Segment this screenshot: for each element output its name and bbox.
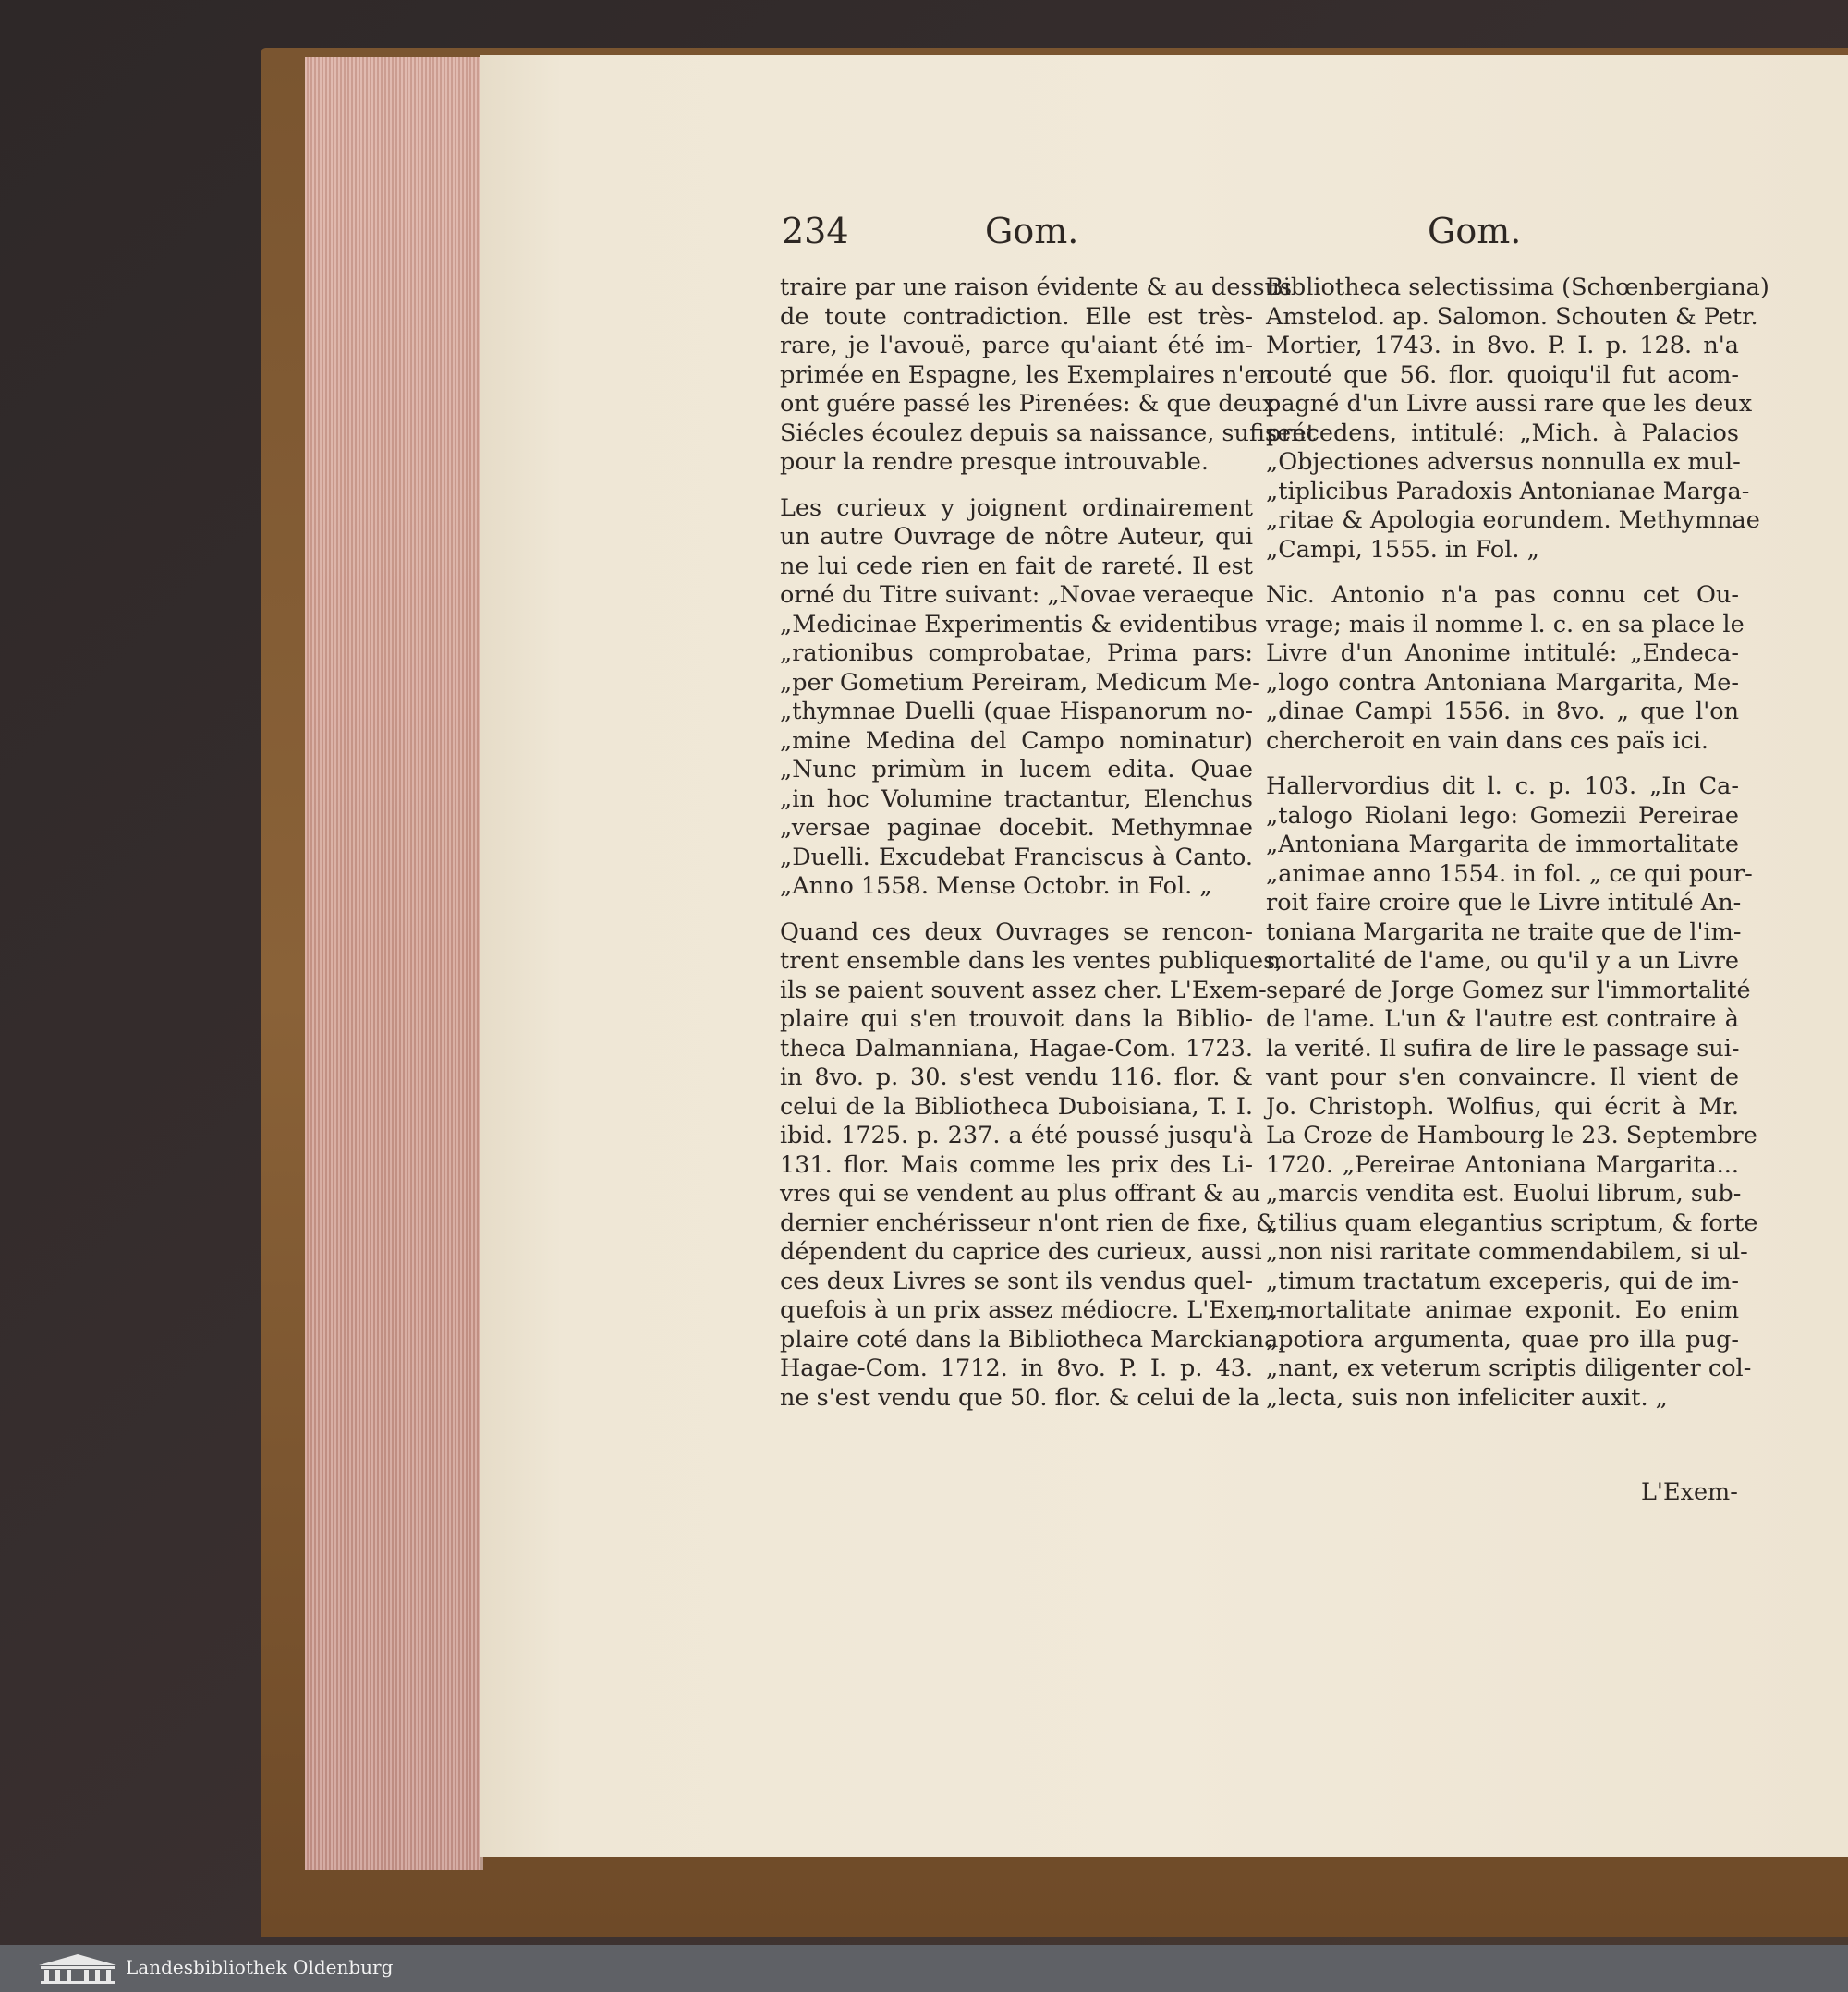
text-line: Quand ces deux Ouvrages se rencon-	[780, 917, 1253, 946]
page-edges	[305, 57, 483, 1870]
text-line: roit faire croire que le Livre intitulé An-	[1266, 889, 1742, 917]
text-line: vrage; mais il nomme l. c. en sa place le	[1266, 610, 1745, 638]
text-line: pour la rendre presque introuvable.	[780, 448, 1209, 476]
text-line: ne lui cede rien en fait de rareté. Il est	[780, 552, 1253, 580]
text-line: „dinae Campi 1556. in 8vo. „ que l'on	[1266, 698, 1739, 725]
text-line: „rationibus comprobatae, Prima pars:	[780, 639, 1253, 667]
text-line: Hallervordius dit l. c. p. 103. „In Ca-	[1266, 772, 1739, 800]
text-line: „thymnae Duelli (quae Hispanorum no-	[780, 698, 1253, 725]
text-line: rare, je l'avouë, parce qu'aiant été im-	[780, 332, 1253, 359]
text-line: Livre d'un Anonime intitulé: „Endeca-	[1266, 639, 1739, 667]
text-line: „in hoc Volumine tractantur, Elenchus	[780, 784, 1253, 813]
text-line: toniana Margarita ne traite que de l'im-	[1266, 917, 1742, 946]
text-line: mortalité de l'ame, ou qu'il y a un Livre	[1266, 947, 1739, 975]
text-line: „Campi, 1555. in Fol. „	[1266, 535, 1539, 564]
text-line: in 8vo. p. 30. s'est vendu 116. flor. &	[780, 1063, 1253, 1091]
text-line: „tilius quam elegantius scriptum, & forte	[1266, 1209, 1758, 1237]
text-line: quefois à un prix assez médiocre. L'Exem-	[780, 1296, 1284, 1324]
footer-bar	[0, 1945, 1848, 1992]
text-line: „Anno 1558. Mense Octobr. in Fol. „	[780, 872, 1212, 900]
paragraph	[1266, 581, 1745, 756]
text-line: Amstelod. ap. Salomon. Schouten & Petr.	[1266, 302, 1758, 331]
left-column	[780, 273, 1316, 1413]
text-line: la verité. Il sufira de lire le passage sui-	[1266, 1034, 1740, 1063]
catchword: L'Exem-	[1641, 1478, 1738, 1506]
text-line: dernier enchérisseur n'ont rien de fixe, &	[780, 1209, 1277, 1237]
text-line: „versae paginae docebit. Methymnae	[780, 814, 1253, 842]
text-line: „logo contra Antoniana Margarita, Me-	[1266, 668, 1739, 697]
text-line: „non nisi raritate commendabilem, si ul-	[1266, 1238, 1748, 1266]
text-line: „lecta, suis non infeliciter auxit. „	[1266, 1383, 1668, 1412]
text-line: Siécles écoulez depuis sa naissance, sufisent	[780, 419, 1316, 447]
text-line: theca Dalmanniana, Hagae-Com. 1723.	[780, 1034, 1253, 1063]
running-head-right: Gom.	[1428, 211, 1522, 251]
page-number: 234	[782, 211, 849, 251]
text-line: Mortier, 1743. in 8vo. P. I. p. 128. n'a	[1266, 332, 1739, 359]
paragraph	[1266, 273, 1769, 565]
text-line: Les curieux y joignent ordinairement	[780, 493, 1253, 522]
text-line: trent ensemble dans les ventes publiques,	[780, 947, 1283, 975]
text-line: „animae anno 1554. in fol. „ ce qui pour-	[1266, 859, 1753, 888]
text-line: Bibliotheca selectissima (Schœnbergiana)	[1266, 273, 1769, 301]
text-line: „timum tractatum exceperis, qui de im-	[1266, 1267, 1739, 1295]
text-line: ne s'est vendu que 50. flor. & celui de la	[780, 1383, 1260, 1412]
text-line: plaire qui s'en trouvoit dans la Biblio-	[780, 1005, 1253, 1033]
text-line: primée en Espagne, les Exemplaires n'en	[780, 360, 1273, 389]
text-line: „Nunc primùm in lucem edita. Quae	[780, 756, 1253, 783]
text-line: „Antoniana Margarita de immortalitate	[1266, 831, 1739, 858]
right-column	[1266, 273, 1769, 1413]
text-line: „nant, ex veterum scriptis diligenter col-	[1266, 1354, 1752, 1382]
text-line: ont guére passé les Pirenées: & que deux	[780, 390, 1276, 418]
text-line: chercheroit en vain dans ces païs ici.	[1266, 726, 1709, 755]
text-line: „Duelli. Excudebat Franciscus à Canto.	[780, 843, 1253, 871]
text-line: de l'ame. L'un & l'autre est contraire à	[1266, 1005, 1739, 1033]
text-line: précedens, intitulé: „Mich. à Palacios	[1266, 419, 1739, 447]
library-name: Landesbibliothek Oldenburg	[126, 1956, 394, 1978]
text-line: „Medicinae Experimentis & evidentibus	[780, 610, 1258, 638]
text-line: traire par une raison évidente & au dessus	[780, 273, 1293, 301]
text-line: orné du Titre suivant: „Novae veraeque	[780, 581, 1254, 609]
text-line: celui de la Bibliotheca Duboisiana, T. I.	[780, 1092, 1253, 1121]
text-line: couté que 56. flor. quoiqu'il fut acom-	[1266, 360, 1739, 389]
text-line: dépendent du caprice des curieux, aussi	[780, 1238, 1262, 1266]
text-line: „tiplicibus Paradoxis Antonianae Marga-	[1266, 477, 1750, 505]
text-line: vres qui se vendent au plus offrant & au	[780, 1180, 1261, 1208]
text-line: pagné d'un Livre aussi rare que les deux	[1266, 390, 1753, 418]
text-line: Nic. Antonio n'a pas connu cet Ou-	[1266, 581, 1739, 609]
text-line: vant pour s'en convaincre. Il vient de	[1266, 1063, 1739, 1091]
text-line: de toute contradiction. Elle est très-	[780, 302, 1253, 331]
text-line: La Croze de Hambourg le 23. Septembre	[1266, 1122, 1757, 1149]
text-line: 1720. „Pereirae Antoniana Margarita...	[1266, 1150, 1739, 1179]
paragraph	[780, 917, 1286, 1414]
text-line: „mortalitate animae exponit. Eo enim	[1266, 1296, 1739, 1324]
text-line: ces deux Livres se sont ils vendus quel-	[780, 1267, 1253, 1295]
text-line: ils se paient souvent assez cher. L'Exem-	[780, 976, 1267, 1004]
text-line: 131. flor. Mais comme les prix des Li-	[780, 1150, 1253, 1179]
paragraph	[780, 493, 1260, 902]
running-head-left: Gom.	[985, 211, 1079, 251]
text-line: ibid. 1725. p. 237. a été poussé jusqu'à	[780, 1122, 1253, 1149]
paragraph	[1266, 772, 1758, 1413]
text-line: „mine Medina del Campo nominatur)	[780, 726, 1253, 755]
text-line: „talogo Riolani lego: Gomezii Pereirae	[1266, 801, 1739, 830]
library-building-icon	[37, 1952, 118, 1984]
text-line: Hagae-Com. 1712. in 8vo. P. I. p. 43.	[780, 1354, 1253, 1382]
paragraph	[780, 273, 1316, 478]
text-line: plaire coté dans la Bibliotheca Marckiana,	[780, 1325, 1286, 1354]
text-line: „ritae & Apologia eorundem. Methymnae	[1266, 506, 1760, 534]
text-line: Jo. Christoph. Wolfius, qui écrit à Mr.	[1266, 1092, 1739, 1121]
text-line: separé de Jorge Gomez sur l'immortalité	[1266, 976, 1751, 1004]
text-line: „marcis vendita est. Euolui librum, sub-	[1266, 1180, 1742, 1208]
text-line: „potiora argumenta, quae pro illa pug-	[1266, 1325, 1739, 1354]
text-line: „per Gometium Pereiram, Medicum Me-	[780, 668, 1260, 697]
text-line: un autre Ouvrage de nôtre Auteur, qui	[780, 523, 1253, 551]
text-line: „Objectiones adversus nonnulla ex mul-	[1266, 448, 1741, 476]
